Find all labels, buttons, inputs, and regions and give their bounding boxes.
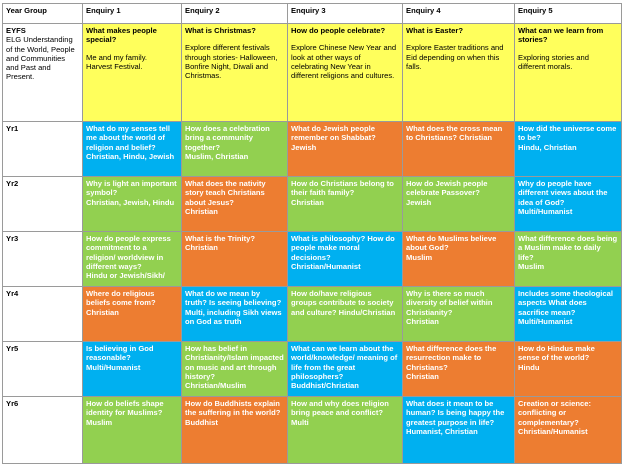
header-year-group: Year Group xyxy=(3,4,83,24)
enquiry-question: How do Buddhists explain the suffering in the world? xyxy=(185,399,281,418)
enquiry-cell xyxy=(182,287,288,342)
table-row xyxy=(3,287,622,342)
enquiry-details: Multi xyxy=(291,417,309,427)
enquiry-cell xyxy=(83,24,182,122)
year-group-description: ELG Understanding of the World, People and Communities and Past and Present. xyxy=(6,35,75,82)
table-row xyxy=(3,342,622,397)
table-row xyxy=(3,232,622,287)
enquiry-cell xyxy=(182,342,288,397)
enquiry-question: Why do people have different views about the idea of God? xyxy=(518,179,608,207)
enquiry-details: Multi/Humanist xyxy=(518,316,573,326)
enquiry-details: Christian xyxy=(291,197,324,207)
enquiry-cell xyxy=(182,232,288,287)
enquiry-details: Hindu or Jewish/Sikh/ xyxy=(86,271,165,280)
enquiry-details: Jewish xyxy=(406,197,432,207)
year-group-name: Yr6 xyxy=(6,399,19,408)
enquiry-question: What difference does the resurrection make to Christians? xyxy=(406,344,497,372)
enquiry-details: Muslim, Christian xyxy=(185,151,249,161)
enquiry-question: What do we mean by truth? Is seeing believing? xyxy=(185,289,282,308)
enquiry-question: How did the universe come to be? xyxy=(518,124,617,143)
enquiry-details: Explore Easter traditions and Eid depending on when this falls. xyxy=(406,43,504,71)
enquiry-cell xyxy=(515,342,622,397)
enquiry-details: Christian xyxy=(86,307,119,317)
enquiry-details: Buddhist/Christian xyxy=(291,381,359,390)
enquiry-question: How has belief in Christianity/Islam impacted on music and art through history? xyxy=(185,344,284,381)
table-row xyxy=(3,24,622,122)
enquiry-question: What makes people special? xyxy=(86,26,157,45)
enquiry-cell xyxy=(288,122,403,177)
enquiry-details: Muslim xyxy=(406,252,433,262)
enquiry-cell xyxy=(515,177,622,232)
enquiry-question: What can we learn from stories? xyxy=(518,26,604,45)
enquiry-details: Multi/Humanist xyxy=(86,362,141,372)
enquiry-question: Where do religious beliefs come from? xyxy=(86,289,156,308)
enquiry-question: Why is there so much diversity of belief within Christianity? xyxy=(406,289,493,317)
enquiry-details: Buddhist xyxy=(185,417,218,427)
year-group-cell xyxy=(3,342,83,397)
enquiry-details: Me and my family. Harvest Festival. xyxy=(86,52,148,71)
enquiry-cell xyxy=(288,24,403,122)
table-row xyxy=(3,177,622,232)
enquiry-details: Christian/Humanist xyxy=(291,261,361,271)
year-group-name: Yr5 xyxy=(6,344,19,353)
table-row xyxy=(3,122,622,177)
enquiry-question: How do beliefs shape identity for Muslims? xyxy=(86,399,164,418)
enquiry-question: What is Easter? xyxy=(406,26,463,35)
enquiry-cell xyxy=(182,177,288,232)
header-enquiry-1: Enquiry 1 xyxy=(83,4,182,24)
enquiry-cell xyxy=(288,232,403,287)
enquiry-cell xyxy=(83,177,182,232)
enquiry-details: Christian xyxy=(406,316,439,326)
enquiry-details: Christian, Jewish, Hindu xyxy=(86,197,175,207)
enquiry-details: Christian xyxy=(185,243,218,253)
enquiry-cell xyxy=(83,342,182,397)
year-group-name: Yr2 xyxy=(6,179,19,188)
header-row xyxy=(3,4,622,24)
year-group-name: EYFS xyxy=(6,26,26,35)
enquiry-details: Muslim xyxy=(518,261,545,271)
year-group-cell xyxy=(3,177,83,232)
enquiry-question: How do Hindus make sense of the world? xyxy=(518,344,595,363)
enquiry-question: What does it mean to be human? Is being happy the greatest purpose in life? xyxy=(406,399,505,427)
header-enquiry-4: Enquiry 4 xyxy=(403,4,515,24)
enquiry-details: Christian, Hindu, Jewish xyxy=(86,151,175,161)
enquiry-question: How do Jewish people celebrate Passover? xyxy=(406,179,488,198)
enquiry-details: Christian xyxy=(185,206,218,216)
enquiry-cell xyxy=(83,397,182,464)
enquiry-question: How do people express commitment to a religion/ worldview in different ways? xyxy=(86,234,171,271)
year-group-cell xyxy=(3,287,83,342)
enquiry-cell xyxy=(182,122,288,177)
enquiry-details: Christian/Muslim xyxy=(185,381,247,390)
enquiry-cell xyxy=(403,122,515,177)
enquiry-cell xyxy=(515,232,622,287)
enquiry-question: What difference does being a Muslim make to daily life? xyxy=(518,234,618,262)
enquiry-cell xyxy=(403,287,515,342)
year-group-name: Yr4 xyxy=(6,289,19,298)
enquiry-question: How does a celebration bring a community together? xyxy=(185,124,270,152)
enquiry-details: Exploring stories and different morals. xyxy=(518,52,589,71)
enquiry-details: Explore Chinese New Year and look at other ways of celebrating New Year in different religions and cultures. xyxy=(291,43,397,80)
enquiry-cell xyxy=(182,24,288,122)
enquiry-cell xyxy=(403,232,515,287)
enquiry-question: How and why does religion bring peace and conflict? xyxy=(291,399,389,418)
enquiry-details: Jewish xyxy=(291,142,317,152)
enquiry-details: Explore different festivals through stories- Halloween, Bonfire Night, Diwali and Christmas. xyxy=(185,43,278,80)
curriculum-table xyxy=(2,3,622,464)
table-row xyxy=(3,397,622,464)
enquiry-cell xyxy=(515,287,622,342)
enquiry-details: Humanist, Christian xyxy=(406,426,478,436)
enquiry-question: Creation or science: conflicting or complementary? xyxy=(518,399,592,427)
enquiry-details: Hindu xyxy=(518,362,540,372)
enquiry-details: Christian xyxy=(406,371,439,381)
enquiry-question: What does the cross mean to Christians? Christian xyxy=(406,124,503,143)
header-enquiry-2: Enquiry 2 xyxy=(182,4,288,24)
header-enquiry-5: Enquiry 5 xyxy=(515,4,622,24)
enquiry-details: Muslim xyxy=(86,417,113,427)
enquiry-cell xyxy=(515,122,622,177)
year-group-cell xyxy=(3,122,83,177)
enquiry-cell xyxy=(288,177,403,232)
year-group-cell xyxy=(3,24,83,122)
enquiry-question: How do Christians belong to their faith family? xyxy=(291,179,394,198)
enquiry-details: Multi, including Sikh views on God as truth xyxy=(185,307,282,326)
enquiry-cell xyxy=(83,232,182,287)
enquiry-cell xyxy=(182,397,288,464)
enquiry-question: What is philosophy? How do people make moral decisions? xyxy=(291,234,395,262)
enquiry-question: Includes some theological aspects What does sacrifice mean? xyxy=(518,289,613,317)
enquiry-details: Hindu, Christian xyxy=(518,142,577,152)
year-group-cell xyxy=(3,232,83,287)
enquiry-question: How do/have religious groups contribute to society and culture? Hindu/Christian xyxy=(291,289,396,317)
enquiry-cell xyxy=(83,287,182,342)
enquiry-cell xyxy=(403,24,515,122)
enquiry-details: Christian/Humanist xyxy=(518,426,588,436)
year-group-name: Yr1 xyxy=(6,124,19,133)
enquiry-cell xyxy=(288,397,403,464)
enquiry-question: What do my senses tell me about the world of religion and belief? xyxy=(86,124,170,152)
enquiry-question: How do people celebrate? xyxy=(291,26,386,35)
enquiry-cell xyxy=(403,342,515,397)
header-enquiry-3: Enquiry 3 xyxy=(288,4,403,24)
year-group-cell xyxy=(3,397,83,464)
enquiry-details: Multi/Humanist xyxy=(518,206,573,216)
enquiry-question: What can we learn about the world/knowledge/ meaning of life from the great philosophers? xyxy=(291,344,398,381)
enquiry-cell xyxy=(288,342,403,397)
year-group-name: Yr3 xyxy=(6,234,19,243)
enquiry-cell xyxy=(403,397,515,464)
enquiry-question: Why is light an important symbol? xyxy=(86,179,177,198)
enquiry-cell xyxy=(83,122,182,177)
enquiry-question: Is believing in God reasonable? xyxy=(86,344,154,363)
enquiry-cell xyxy=(515,24,622,122)
enquiry-cell xyxy=(515,397,622,464)
enquiry-question: What does the nativity story teach Christians about Jesus? xyxy=(185,179,266,207)
enquiry-cell xyxy=(288,287,403,342)
enquiry-question: What do Jewish people remember on Shabbat? xyxy=(291,124,376,143)
enquiry-question: What do Muslims believe about God? xyxy=(406,234,497,253)
enquiry-question: What is the Trinity? xyxy=(185,234,256,243)
enquiry-cell xyxy=(403,177,515,232)
enquiry-question: What is Christmas? xyxy=(185,26,256,35)
